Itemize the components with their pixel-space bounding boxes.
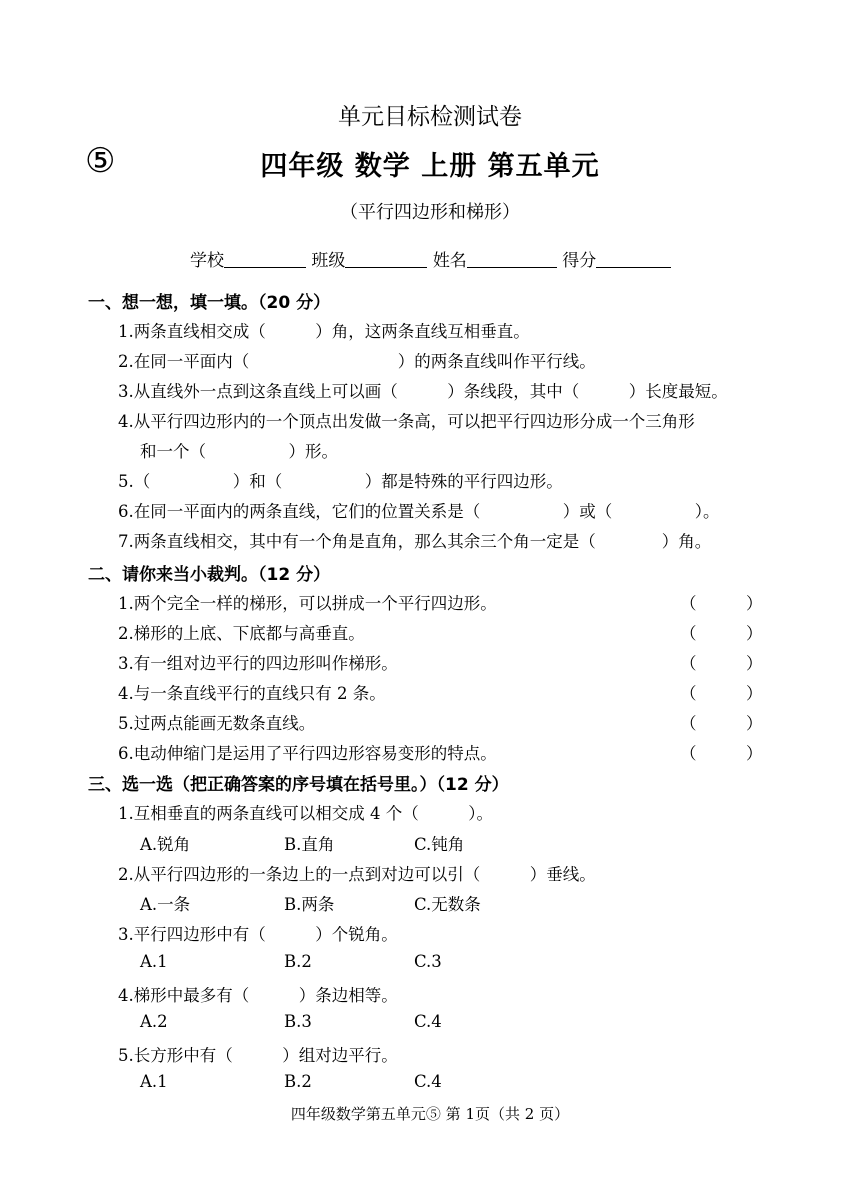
choice-1-option-a[interactable]: A.锐角	[140, 835, 191, 854]
choice-1-option-b[interactable]: B.直角	[284, 835, 335, 854]
unit-number-badge: ⑤	[85, 141, 116, 181]
judge-question-2: 2.梯形的上底、下底都与高垂直。	[118, 624, 365, 643]
choice-3-option-b[interactable]: B.2	[284, 952, 312, 971]
judge-answer-6[interactable]: （ ）	[680, 744, 763, 763]
exam-topic: （平行四边形和梯形）	[340, 202, 520, 223]
judge-question-5: 5.过两点能画无数条直线。	[118, 714, 316, 733]
choice-3-option-c[interactable]: C.3	[414, 952, 442, 971]
choice-1-option-c[interactable]: C.钝角	[414, 835, 465, 854]
judge-answer-4[interactable]: （ ）	[680, 684, 763, 703]
school-field[interactable]	[224, 251, 306, 268]
exam-subtitle: 四年级 数学 上册 第五单元	[260, 151, 600, 182]
choice-5-option-b[interactable]: B.2	[284, 1072, 312, 1091]
judge-answer-3[interactable]: （ ）	[680, 654, 763, 673]
section-1-heading: 一、想一想，填一填。（20 分）	[88, 293, 331, 313]
choice-question-5: 5.长方形中有（ ）组对边平行。	[118, 1046, 398, 1065]
choice-question-4: 4.梯形中最多有（ ）条边相等。	[118, 986, 398, 1005]
fill-question-5: 5.（ ）和（ ）都是特殊的平行四边形。	[118, 472, 563, 491]
name-label: 姓名	[432, 251, 467, 271]
choice-5-option-a[interactable]: A.1	[140, 1072, 168, 1091]
judge-question-3: 3.有一组对边平行的四边形叫作梯形。	[118, 654, 398, 673]
judge-question-1: 1.两个完全一样的梯形，可以拼成一个平行四边形。	[118, 594, 497, 613]
choice-4-option-a[interactable]: A.2	[140, 1012, 168, 1031]
page-footer: 四年级数学第五单元⑤ 第 1页（共 2 页）	[290, 1105, 570, 1123]
fill-question-6: 6.在同一平面内的两条直线，它们的位置关系是（ ）或（ ）。	[118, 502, 720, 521]
judge-question-4: 4.与一条直线平行的直线只有 2 条。	[118, 684, 386, 703]
fill-question-3: 3.从直线外一点到这条直线上可以画（ ）条线段，其中（ ）长度最短。	[118, 382, 728, 401]
judge-answer-5[interactable]: （ ）	[680, 714, 763, 733]
choice-4-option-b[interactable]: B.3	[284, 1012, 312, 1031]
name-field[interactable]	[467, 251, 557, 268]
choice-5-option-c[interactable]: C.4	[414, 1072, 442, 1091]
school-label: 学校	[190, 251, 224, 271]
choice-question-3: 3.平行四边形中有（ ）个锐角。	[118, 925, 398, 944]
judge-answer-1[interactable]: （ ）	[680, 594, 763, 613]
fill-question-1: 1.两条直线相交成（ ）角，这两条直线互相垂直。	[118, 322, 530, 341]
choice-2-option-c[interactable]: C.无数条	[414, 895, 481, 914]
score-label: 得分	[562, 251, 597, 271]
choice-question-1: 1.互相垂直的两条直线可以相交成 4 个（ ）。	[118, 804, 493, 823]
student-info-line	[190, 246, 671, 271]
fill-question-4-continued: 和一个（ ）形。	[140, 442, 338, 461]
choice-3-option-a[interactable]: A.1	[140, 952, 168, 971]
fill-question-2: 2.在同一平面内（ ）的两条直线叫作平行线。	[118, 352, 596, 371]
class-field[interactable]	[345, 251, 427, 268]
judge-question-6: 6.电动伸缩门是运用了平行四边形容易变形的特点。	[118, 744, 497, 763]
choice-question-2: 2.从平行四边形的一条边上的一点到对边可以引（ ）垂线。	[118, 865, 596, 884]
choice-2-option-b[interactable]: B.两条	[284, 895, 335, 914]
choice-2-option-a[interactable]: A.一条	[140, 895, 191, 914]
fill-question-4: 4.从平行四边形内的一个顶点出发做一条高，可以把平行四边形分成一个三角形	[118, 412, 695, 431]
section-3-heading: 三、选一选（把正确答案的序号填在括号里。）（12 分）	[88, 775, 509, 795]
judge-answer-2[interactable]: （ ）	[680, 624, 763, 643]
fill-question-7: 7.两条直线相交，其中有一个角是直角，那么其余三个角一定是（ ）角。	[118, 532, 712, 551]
choice-4-option-c[interactable]: C.4	[414, 1012, 442, 1031]
exam-title: 单元目标检测试卷	[338, 104, 522, 130]
section-2-heading: 二、请你来当小裁判。（12 分）	[88, 565, 331, 585]
class-label: 班级	[311, 251, 346, 271]
score-field[interactable]	[596, 251, 671, 268]
